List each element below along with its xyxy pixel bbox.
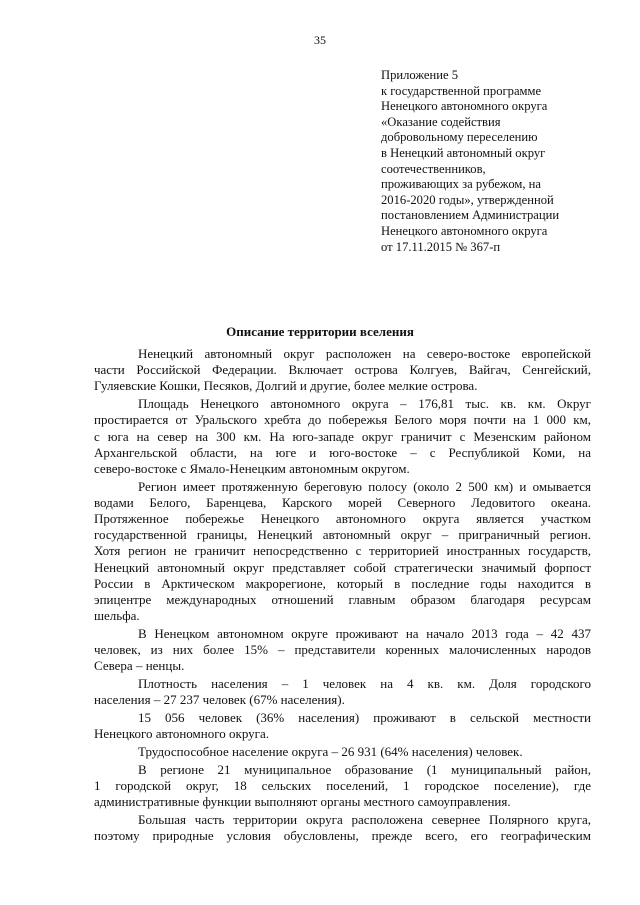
appendix-line: Приложение 5 [381, 68, 459, 82]
appendix-line: постановлением Администрации [381, 208, 560, 223]
paragraph-climate [94, 812, 591, 844]
appendix-line: Ненецкого автономного округа [381, 223, 548, 238]
page-number: 35 [314, 33, 326, 47]
paragraph-municipalities [94, 762, 591, 811]
text-line: северо-востоке с Ямало-Ненецким автономным округом. [94, 460, 410, 476]
text-line: России в Арктическом макрорегионе, который в последние годы находится в [94, 575, 591, 591]
text-line: Ненецкий автономный округ представляет собой стратегически значимый форпост [94, 559, 591, 575]
text-line: водами Белого, Баренцева, Карского морей Северного Ледовитого океана. [94, 494, 591, 510]
text-line: населения – 27 237 человек (67% населения). [94, 692, 345, 708]
paragraph-area [94, 396, 591, 477]
text-line: Регион имеет протяженную береговую полосу (около 2 500 км) и омывается [138, 478, 591, 494]
text-line: Архангельской области, на юге и юго-востоке – с Республикой Коми, на [94, 444, 591, 460]
appendix-line: 2016-2020 годы», утвержденной [381, 192, 554, 207]
appendix-line: проживающих за рубежом, на [381, 177, 541, 192]
text-line: Большая часть территории округа расположена севернее Полярного круга, [138, 811, 591, 827]
text-line: Ненецкий автономный округ расположен на северо-востоке европейской [138, 346, 591, 361]
paragraph-location [94, 346, 591, 395]
appendix-line: Ненецкого автономного округа [381, 99, 548, 114]
text-line: В регионе 21 муниципальное образование (1 муниципальный район, [138, 761, 591, 777]
text-line: Ненецкого автономного округа. [94, 726, 269, 742]
paragraph-rural [94, 710, 591, 742]
text-line: эпицентре международных отношений главным образом благодаря ресурсам [94, 592, 591, 608]
appendix-line: в Ненецкий автономный округ [381, 145, 546, 160]
appendix-line: «Оказание содействия [381, 114, 501, 129]
text-line: Протяженное побережье Ненецкого автономного округа является участком [94, 511, 591, 527]
text-line: человек, из них более 15% – представители коренных малочисленных народов [94, 642, 591, 658]
body-text [94, 346, 591, 846]
text-line: шельфа. [94, 608, 140, 624]
text-line: Плотность населения – 1 человек на 4 кв. км. Доля городского [138, 676, 591, 692]
appendix-header [381, 68, 611, 255]
text-line: простирается от Уральского хребта до побережья Белого моря почти на 1 000 км, [94, 412, 591, 428]
paragraph-population [94, 626, 591, 675]
appendix-line: добровольному переселению [381, 130, 538, 145]
text-line: административные функции выполняют органы местного самоуправления. [94, 793, 511, 809]
appendix-line: к государственной программе [381, 83, 542, 98]
text-line: части Российской Федерации. Включает острова Колгуев, Вайгач, Сенгейский, [94, 362, 591, 378]
text-line: Гуляевские Кошки, Песяков, Долгий и другие, более мелкие острова. [94, 378, 478, 394]
text-line: государственной границы, Ненецкий автономный округ – приграничный регион. [94, 527, 591, 543]
text-line: поэтому природные условия обусловлены, прежде всего, его географическим [94, 827, 591, 843]
text-line: В Ненецком автономном округе проживают на начало 2013 года – 42 437 [138, 625, 591, 641]
text-line: Площадь Ненецкого автономного округа – 176,81 тыс. кв. км. Округ [138, 396, 591, 412]
text-line: 15 056 человек (36% населения) проживают в сельской местности [138, 709, 591, 725]
text-line: с юга на север на 300 км. На юго-западе округ граничит с Мезенским районом [94, 428, 591, 444]
text-line: Севера – ненцы. [94, 658, 185, 674]
text-line: 1 городской округ, 18 сельских поселений, 1 городское поселение), где [94, 777, 591, 793]
paragraph-workforce [94, 744, 591, 760]
text-line: Хотя регион не граничит непосредственно с территорией иностранных государств, [94, 543, 591, 559]
appendix-line: соотечественников, [381, 161, 486, 176]
appendix-line: от 17.11.2015 № 367-п [381, 239, 501, 254]
section-title: Описание территории вселения [226, 324, 414, 339]
text-line: Трудоспособное население округа – 26 931 (64% населения) человек. [138, 743, 523, 759]
paragraph-density [94, 676, 591, 708]
paragraph-coastline [94, 479, 591, 625]
